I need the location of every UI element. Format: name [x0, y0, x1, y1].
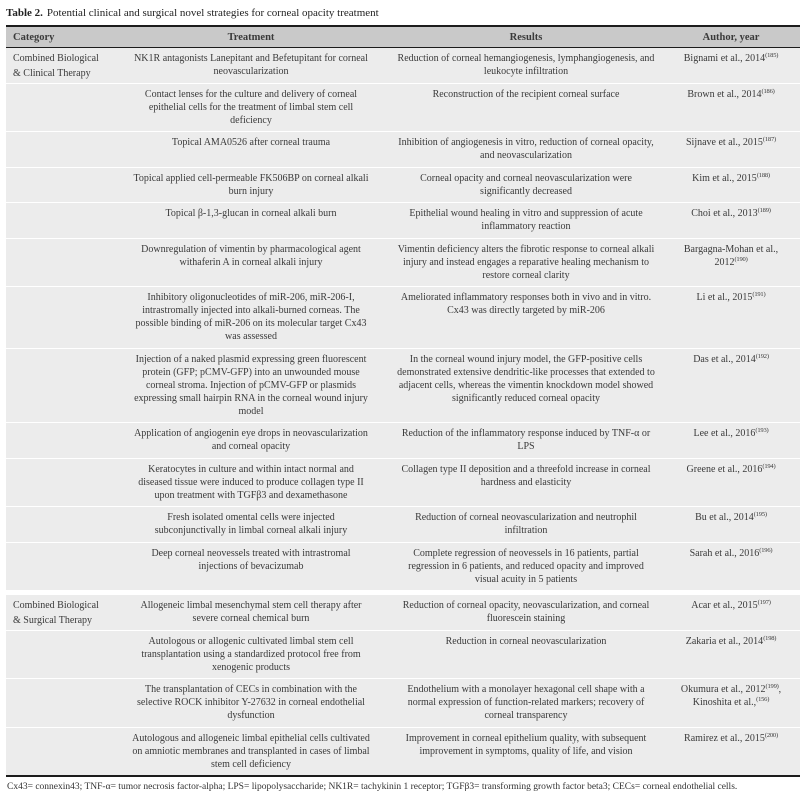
- reference-superscript: (156): [756, 696, 770, 703]
- table-footnote: Cx43= connexin43; TNF-α= tumor necrosis factor-alpha; LPS= lipopolysaccharide; NK1R= tachykinin 1 receptor; TGFβ3= transforming growth factor beta3; CECs= corneal endothelial cells.: [7, 782, 738, 792]
- author-name: Okumura et al., 2012: [680, 684, 766, 695]
- author-name: Lee et al., 2016: [693, 428, 756, 439]
- header-results: Results: [509, 31, 543, 43]
- table-row: [6, 48, 800, 83]
- author-name: Greene et al., 2016: [686, 463, 763, 475]
- results-cell: Epithelial wound healing in vitro and suppression of acute inflammatory reaction: [409, 208, 643, 232]
- author-name: Brown et al., 2014: [687, 88, 762, 100]
- author-cell: [662, 547, 800, 586]
- author-cell: [662, 427, 800, 453]
- reference-superscript: (189): [757, 207, 771, 214]
- category-spacer-cell: [6, 732, 112, 771]
- author-cell: [662, 172, 800, 198]
- category-spacer-cell: [6, 463, 112, 502]
- author-name: Zakaria et al., 2014: [685, 635, 764, 647]
- author-cell: [662, 291, 800, 343]
- results-cell: Reduction of corneal neovascularization and neutrophil infiltration: [415, 512, 637, 536]
- category-spacer-cell: [6, 635, 112, 674]
- results-cell: Reduction of the inflammatory response induced by TNF-α or LPS: [401, 428, 651, 452]
- author-name: Sijnave et al., 2015: [685, 137, 763, 148]
- author-cell: [662, 207, 800, 233]
- results-cell: Reduction of corneal hemangiogenesis, lymphangiogenesis, and leukocyte infiltration: [397, 53, 655, 77]
- table-row: [6, 506, 800, 542]
- treatment-cell: Inhibitory oligonucleotides of miR-206, miR-206-I, intrastromally injected into alkali-burned corneas. The possible binding of miR-206 on its molecular target Cx43 was assessed: [135, 292, 367, 342]
- header-author-year: Author, year: [702, 31, 760, 43]
- reference-superscript: (187): [762, 136, 777, 143]
- data-table: [6, 25, 800, 777]
- results-cell: Collagen type II deposition and a threefold increase in corneal hardness and elasticity: [401, 463, 651, 488]
- table-row: [6, 595, 800, 630]
- treatment-cell: Autologous or allogenic cultivated limbal stem cell transplantation using a standardized protocol free from xenogenic products: [141, 635, 361, 673]
- author-cell: [662, 353, 800, 418]
- category-label: Combined Biological & Clinical Therapy: [13, 53, 99, 79]
- table-row: [6, 83, 800, 132]
- category-spacer-cell: [6, 207, 112, 233]
- category-spacer-cell: [6, 291, 112, 343]
- reference-superscript: (199): [765, 683, 779, 690]
- table-row: [6, 238, 800, 287]
- author-name: Bignami et al., 2014: [683, 53, 766, 64]
- reference-superscript: (185): [765, 52, 779, 59]
- results-cell: Complete regression of neovessels in 16 patients, partial regression in 6 patients, and reduced opacity and improved visual acuity in 5 patients: [408, 547, 644, 585]
- table-section: [6, 48, 800, 590]
- results-cell: Inhibition of angiogenesis in vitro, reduction of corneal opacity, and neovascularization: [398, 137, 654, 161]
- author-name: Kim et al., 2015: [692, 172, 757, 184]
- reference-superscript: (193): [755, 427, 769, 434]
- author-cell: [662, 511, 800, 537]
- category-spacer-cell: [6, 511, 112, 537]
- author-cell: [662, 463, 800, 502]
- author-name: Choi et al., 2013: [691, 208, 758, 219]
- author-cell: Okumura et al., 2012$^{(199)}$, Kinoshita et al.,$^{(156)}$: [680, 683, 782, 708]
- treatment-cell: Topical AMA0526 after corneal trauma: [171, 137, 331, 148]
- category-spacer-cell: [6, 427, 112, 453]
- reference-superscript: (196): [759, 546, 773, 554]
- reference-superscript: (194): [762, 462, 776, 470]
- category-spacer-cell: [6, 243, 112, 282]
- reference-superscript: (197): [757, 599, 771, 606]
- results-cell: Endothelium with a monolayer hexagonal cell shape with a normal expression of function-related markers; recovery of corneal transparency: [407, 684, 645, 721]
- author-cell: [662, 599, 800, 625]
- reference-superscript: (195): [753, 511, 767, 518]
- results-cell: Corneal opacity and corneal neovascularization were significantly decreased: [420, 172, 632, 197]
- results-cell: Improvement in corneal epithelium quality, with subsequent improvement in symptoms, quality of life, and vision: [405, 732, 647, 757]
- treatment-cell: Contact lenses for the culture and delivery of corneal epithelial cells for the treatment of limbal stem cell deficiency: [144, 88, 358, 126]
- treatment-cell: Injection of a naked plasmid expressing green fluorescent protein (GFP; pCMV-GFP) into an unwounded mouse corneal stroma. Injection of pCMV-GFP or plasmids expressing small hairpin RNA in the corneal wound injury model: [134, 353, 368, 417]
- category-label: Combined Biological & Surgical Therapy: [13, 600, 99, 626]
- reference-superscript: (200): [764, 731, 778, 739]
- table-caption: Potential clinical and surgical novel strategies for corneal opacity treatment: [46, 7, 379, 19]
- reference-superscript: (186): [761, 87, 775, 95]
- results-cell: Reduction of corneal opacity, neovascularization, and corneal fluorescein staining: [402, 600, 650, 624]
- treatment-cell: Deep corneal neovessels treated with intrastromal injections of bevacizumab: [151, 547, 351, 572]
- treatment-cell: Keratocytes in culture and within intact normal and diseased tissue were induced to produce collagen type II upon treatment with TGFβ3 and dexamethasone: [138, 463, 364, 501]
- treatment-cell: Topical β-1,3-glucan in corneal alkali burn: [165, 208, 337, 219]
- table-row: [6, 167, 800, 203]
- reference-superscript: (198): [763, 634, 777, 642]
- category-spacer-cell: [6, 683, 112, 722]
- table-row: [6, 630, 800, 679]
- treatment-cell: The transplantation of CECs in combination with the selective ROCK inhibitor Y-27632 in corneal endothelial dysfunction: [137, 684, 365, 721]
- results-cell: Vimentin deficiency alters the fibrotic response to corneal alkali injury and instead engages a reparative healing mechanism to restore corneal clarity: [397, 243, 655, 281]
- table-row: [6, 542, 800, 591]
- treatment-cell: NK1R antagonists Lanepitant and Befetupitant for corneal neovascularization: [134, 53, 368, 77]
- treatment-cell: Allogeneic limbal mesenchymal stem cell therapy after severe corneal chemical burn: [140, 600, 362, 624]
- reference-superscript: (188): [756, 171, 770, 179]
- category-spacer-cell: [6, 136, 112, 162]
- category-spacer-cell: [6, 88, 112, 127]
- table-row: [6, 422, 800, 458]
- author-name: Sarah et al., 2016: [689, 547, 760, 559]
- reference-superscript: (192): [755, 352, 769, 360]
- author-cell: [662, 243, 800, 282]
- treatment-cell: Application of angiogenin eye drops in neovascularization and corneal opacity: [134, 428, 368, 452]
- author-name: Kinoshita et al.,: [692, 697, 757, 708]
- table-row: [6, 678, 800, 727]
- author-cell: [662, 732, 800, 771]
- treatment-cell: Topical applied cell-permeable FK506BP on corneal alkali burn injury: [133, 172, 369, 197]
- author-name: Bargagna-Mohan et al., 2012: [683, 243, 779, 268]
- table-row: [6, 202, 800, 238]
- author-name: Ramirez et al., 2015: [684, 732, 765, 744]
- header-category: Category: [13, 31, 55, 43]
- table-row: [6, 348, 800, 423]
- table-row: [6, 727, 800, 776]
- results-cell: Ameliorated inflammatory responses both in vivo and in vitro. Cx43 was directly targeted by miR-206: [400, 292, 652, 316]
- author-cell: [662, 635, 800, 674]
- results-cell: In the corneal wound injury model, the GFP-positive cells demonstrated extensive dendritic-like processes that extended to adjacent cells, whereas the vimentin knockdown model showed significantly reduced corneal opacity: [397, 353, 655, 404]
- author-name: Das et al., 2014: [693, 353, 756, 365]
- author-name: Li et al., 2015: [696, 292, 753, 303]
- treatment-cell: Autologous and allogeneic limbal epithelial cells cultivated on amniotic membranes and transplanted in cases of limbal stem cell deficiency: [132, 732, 370, 770]
- table-section: [6, 590, 800, 775]
- category-spacer-cell: [6, 547, 112, 586]
- reference-superscript: (191): [752, 291, 766, 298]
- table-row: [6, 286, 800, 348]
- table-row: [6, 131, 800, 167]
- header-treatment: Treatment: [227, 31, 275, 43]
- treatment-cell: Fresh isolated omental cells were injected subconjunctivally in limbal corneal alkali injury: [154, 512, 348, 536]
- results-cell: Reconstruction of the recipient corneal surface: [432, 88, 620, 100]
- author-name: Acar et al., 2015: [691, 600, 758, 611]
- author-cell: [662, 88, 800, 127]
- author-name: Bu et al., 2014: [695, 512, 754, 523]
- author-cell: [662, 136, 800, 162]
- table-title: [6, 6, 800, 20]
- table-number: Table 2.: [6, 7, 43, 19]
- results-cell: Reduction in corneal neovascularization: [445, 635, 607, 647]
- table-row: [6, 458, 800, 507]
- treatment-cell: Downregulation of vimentin by pharmacological agent withaferin A in corneal alkali injury: [141, 243, 361, 268]
- category-spacer-cell: [6, 353, 112, 418]
- table-header: [6, 25, 800, 48]
- reference-superscript: (190): [734, 255, 748, 263]
- table-body: [6, 48, 800, 777]
- author-cell: [662, 52, 800, 78]
- category-spacer-cell: [6, 172, 112, 198]
